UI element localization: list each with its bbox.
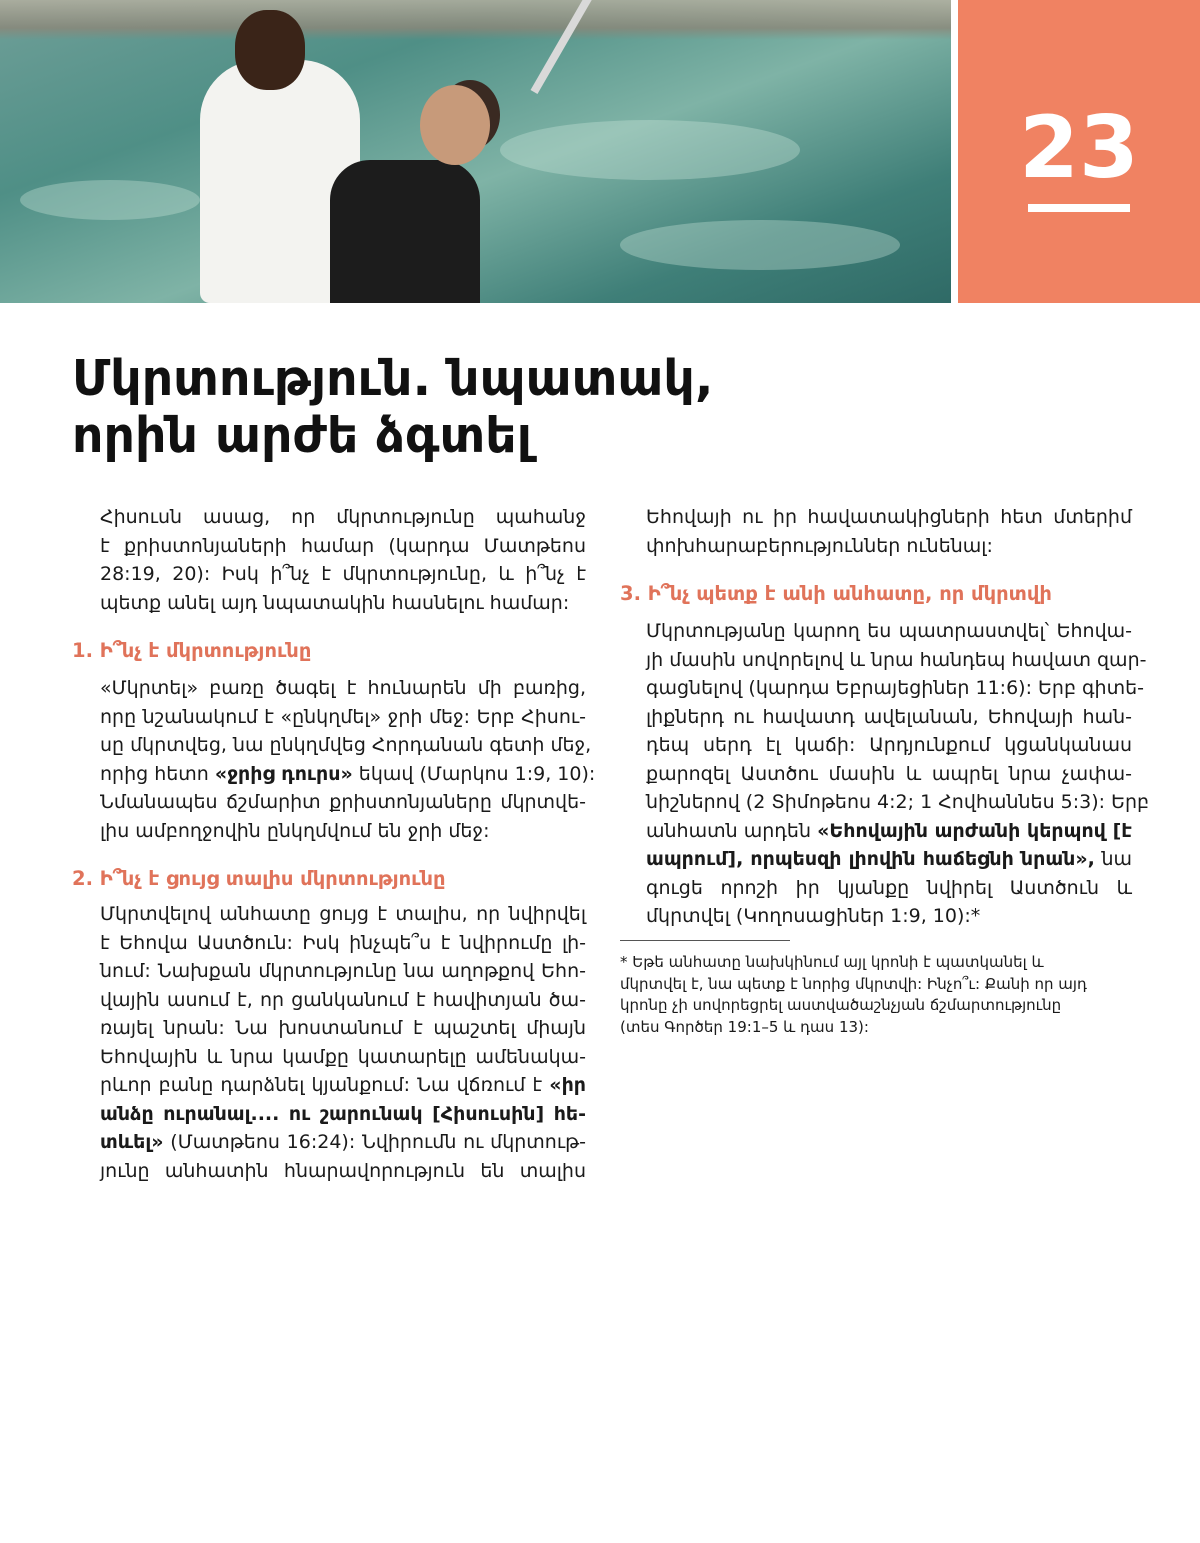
bold-quote: ապրում], որպեսզի լիովին հաճեցնի նրան», [646, 848, 1095, 870]
text-run: լիս ամբողջովին ընկղմվում են ջրի մեջ: [100, 819, 490, 842]
baptism-photo [0, 0, 951, 303]
text-run: յունը անհատին հնարավորություն են տալիս [100, 1159, 586, 1182]
text-line [100, 817, 586, 846]
text-run: դեպ սերդ էլ կաճի: Արդյունքում կցանկանաս [646, 734, 1132, 756]
text-run: Մկրտությանը կարող ես պատրաստվել՝ Եհովա- [646, 620, 1132, 642]
lesson-number-box [958, 0, 1200, 303]
text-run: (Մատթեոս 16:24): Նվիրումն ու մկրտութ- [163, 1131, 586, 1153]
text-line [646, 760, 1132, 789]
section-1-paragraph [100, 674, 596, 845]
text-line [100, 1071, 586, 1100]
text-run: մկրտվել (Կողոսացիներ 1:9, 10):* [646, 905, 981, 927]
text-run: անհատն արդեն [646, 819, 818, 842]
text-line [100, 560, 586, 589]
section-2-paragraph [100, 900, 586, 1185]
bold-quote: տևել» [100, 1131, 164, 1153]
text-line [620, 952, 1140, 974]
text-line [100, 1128, 586, 1157]
text-line [646, 788, 1150, 817]
text-line [646, 532, 1132, 561]
intro-paragraph [100, 503, 586, 617]
footnote [620, 952, 1140, 1038]
text-line [100, 957, 586, 986]
text-line [100, 929, 586, 958]
text-run: պետք անել այդ նպատակին հասնելու համար: [100, 591, 570, 614]
text-line [646, 617, 1132, 646]
text-run: «Մկրտել» բառը ծագել է հունարեն մի բառից, [100, 677, 586, 699]
text-line [100, 503, 586, 532]
bold-quote: «իր [549, 1074, 586, 1096]
text-run: Մկրտվելով անհատը ցույց է տալիս, որ նվիրվել [100, 903, 586, 925]
text-run: եկավ (Մարկոս 1:9, 10): [352, 762, 596, 785]
text-line [100, 900, 586, 929]
text-line [646, 902, 1132, 931]
title-line: որին արժե ձգտել [72, 407, 532, 464]
text-line [100, 1043, 586, 1072]
text-run: է Եհովա Աստծուն: Իսկ ինչպե՞ս է նվիրումը լի- [100, 931, 586, 954]
text-run: 28:19, 20): Իսկ ի՞նչ է մկրտությունը, և ի՞նչ է [100, 563, 586, 585]
lesson-number-underline [1028, 204, 1130, 212]
text-line [100, 703, 586, 732]
text-run: լիքներդ ու հավատդ ավելանան, Եհովայի հան- [646, 705, 1132, 728]
text-run: Եհովայի ու իր հավատակիցների հետ մտերիմ [646, 506, 1132, 528]
text-run: նում: Նախքան մկրտությունը նա աղոթքով Եհո- [100, 960, 586, 982]
text-line [646, 731, 1132, 760]
section-heading: 1. Ի՞նչ է մկրտությունը [72, 639, 312, 662]
lesson-number: 23 [1019, 98, 1139, 198]
text-run: րևոր բանը դարձնել կյանքում: Նա վճռում է [100, 1074, 550, 1096]
text-line [100, 1100, 586, 1129]
text-run: վային ասում է, որ ցանկանում է հավիտյան ծա- [100, 988, 586, 1011]
bold-quote: «ջրից դուրս» [214, 762, 353, 785]
text-line [646, 703, 1132, 732]
text-run: մկրտվել է, նա պետք է նորից մկրտվի: Ինչո՞ւ: Քանի որ այդ [620, 974, 1087, 993]
text-run: Նմանապես ճշմարիտ քրիստոնյաները մկրտվե- [100, 791, 586, 813]
text-run: նիշներով (2 Տիմոթեոս 4:2; 1 Հովհաննես 5:3): Երբ [646, 791, 1150, 813]
text-line [620, 1017, 1140, 1039]
text-run: գացնելով (կարդա Եբրայեցիներ 11:6): Երբ գիտե- [646, 677, 1144, 699]
text-line [100, 1157, 586, 1186]
text-run: որից հետո [100, 762, 215, 785]
text-run: է քրիստոնյաների համար (կարդա Մատթեոս [100, 534, 586, 557]
text-line [100, 1014, 586, 1043]
title-line: Մկրտություն. նպատակ, [72, 350, 714, 407]
text-line [646, 646, 1147, 675]
text-run: գուցե որոշի իր կյանքը նվիրել Աստծուն և [646, 876, 1132, 899]
text-run: սը մկրտվեց, նա ընկղմվեց Հորդանան գետի մեջ, [100, 734, 592, 756]
text-line [100, 674, 586, 703]
text-run: քարոզել Աստծու մասին և ապրել նրա չափա- [646, 762, 1132, 785]
bold-quote: «Եհովային արժանի կերպով [է [817, 819, 1132, 842]
text-line [100, 760, 596, 789]
footnote-divider [620, 940, 790, 941]
text-run: կրոնը չի սովորեցրել աստվածաշնչյան ճշմարտությունը [620, 996, 1062, 1014]
bold-quote: անձը ուրանալ.... ու շարունակ [Հիսուսին] հե- [100, 1102, 586, 1125]
text-line [646, 874, 1132, 903]
text-line [620, 995, 1140, 1017]
text-line [100, 788, 586, 817]
text-run: յի մասին սովորելով և նրա հանդեպ հավատ զար- [646, 648, 1147, 671]
section-2-continuation [646, 503, 1132, 560]
text-run: փոխհարաբերություններ ունենալ: [646, 534, 993, 557]
section-heading: 3. Ի՞նչ պետք է անի անհատը, որ մկրտվի [620, 582, 1052, 605]
text-line [100, 986, 586, 1015]
text-line [646, 845, 1132, 874]
text-line [100, 731, 592, 760]
text-run: որը նշանակում է «ընկղմել» ջրի մեջ: Երբ Հիսու- [100, 705, 586, 728]
text-run: Եհովային և նրա կամքը կատարելը ամենակա- [100, 1045, 586, 1068]
text-line [646, 503, 1132, 532]
text-run: Հիսուսն ասաց, որ մկրտությունը պահանջ [100, 506, 586, 528]
text-line [620, 974, 1140, 996]
section-3-paragraph [646, 617, 1150, 931]
text-run: (տես Գործեր 19:1–5 և դաս 13): [620, 1017, 869, 1036]
text-run: ռայել նրան: Նա խոստանում է պաշտել միայն [100, 1017, 586, 1039]
text-line [646, 674, 1144, 703]
text-line [646, 817, 1132, 846]
text-line [100, 589, 586, 618]
text-line [100, 532, 586, 561]
text-run: * Եթե անհատը նախկինում այլ կրոնի է պատկանել և [620, 953, 1044, 971]
section-heading: 2. Ի՞նչ է ցույց տալիս մկրտությունը [72, 867, 446, 890]
page-title [72, 350, 714, 464]
text-run: նա [1094, 848, 1132, 870]
